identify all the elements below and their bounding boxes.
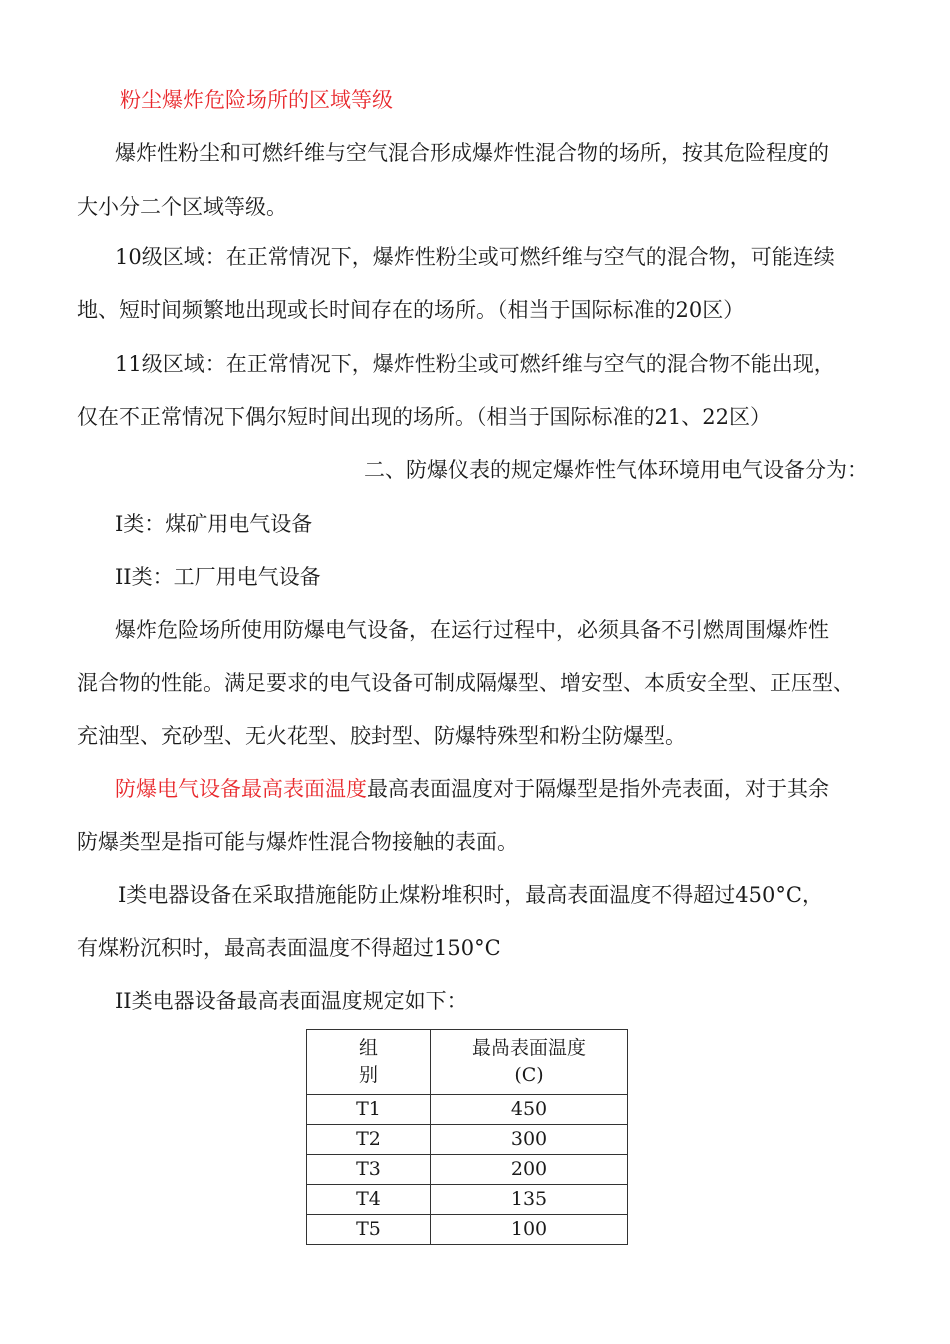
para3-line2: 仅在不正常情况下偶尔短时间出现的场所。（相当于国际标准的21、22区） [77,405,771,429]
header-unit-label: (C) [514,1064,544,1086]
para4-line1: 爆炸危险场所使用防爆电气设备，在运行过程中，必须具备不引燃周围爆炸性 [115,618,829,642]
group-cell: T1 [307,1095,431,1125]
para1-line1: 爆炸性粉尘和可燃纤维与空气混合形成爆炸性混合物的场所，按其危险程度的 [115,141,829,165]
header-temp-label: 最咼表面温度 [471,1037,586,1059]
para5-line2: 防爆类型是指可能与爆炸性混合物接触的表面。 [77,830,518,854]
header-group-cell [307,1030,431,1095]
para6-line1: I类电器设备在采取措施能防止煤粉堆积时，最高表面温度不得超过450°C， [118,883,823,907]
table-row [307,1125,628,1155]
temp-cell: 200 [431,1155,628,1185]
table-row [307,1185,628,1215]
header-group-label: 组别 [358,1037,378,1086]
header-temp-cell [431,1030,628,1095]
para4-line2: 混合物的性能。满足要求的电气设备可制成隔爆型、增安型、本质安全型、正压型、 [77,671,854,695]
para4-line3: 充油型、充砂型、无火花型、胶封型、防爆特殊型和粉尘防爆型。 [77,724,686,748]
para2-line1: 10级区域：在正常情况下，爆炸性粉尘或可燃纤维与空气的混合物，可能连续 [115,245,835,269]
group-cell: T5 [307,1215,431,1245]
table-row [307,1095,628,1125]
page-cutoff-mask [300,1250,640,1344]
temperature-class-table [306,1029,628,1245]
table-header-row [307,1030,628,1095]
table-row [307,1155,628,1185]
section2-heading: 二、防爆仪表的规定爆炸性气体环境用电气设备分为： [364,458,868,482]
para7-line: II类电器设备最高表面温度规定如下： [115,989,468,1013]
class1-item: I类：煤矿用电气设备 [115,512,313,536]
temp-cell: 300 [431,1125,628,1155]
para5-red-term: 防爆电气设备最高表面温度 [115,777,367,801]
class2-item: II类：工厂用电气设备 [115,565,321,589]
heading-dust-zones: 粉尘爆炸危险场所的区域等级 [120,88,393,112]
group-cell: T2 [307,1125,431,1155]
group-cell: T4 [307,1185,431,1215]
table-row [307,1215,628,1245]
para6-line2: 有煤粉沉积时，最高表面温度不得超过150°C [77,936,501,960]
temp-cell: 450 [431,1095,628,1125]
para2-line2: 地、短时间频繁地出现或长时间存在的场所。（相当于国际标准的20区） [77,298,745,322]
temp-cell: 135 [431,1185,628,1215]
group-cell: T3 [307,1155,431,1185]
para3-line1: 11级区域：在正常情况下，爆炸性粉尘或可燃纤维与空气的混合物不能出现， [115,352,835,376]
para5-line1 [115,775,829,803]
para1-line2: 大小分二个区域等级。 [77,195,287,219]
para5-line1-rest: 最高表面温度对于隔爆型是指外壳表面，对于其余 [367,777,829,801]
temp-cell: 100 [431,1215,628,1245]
